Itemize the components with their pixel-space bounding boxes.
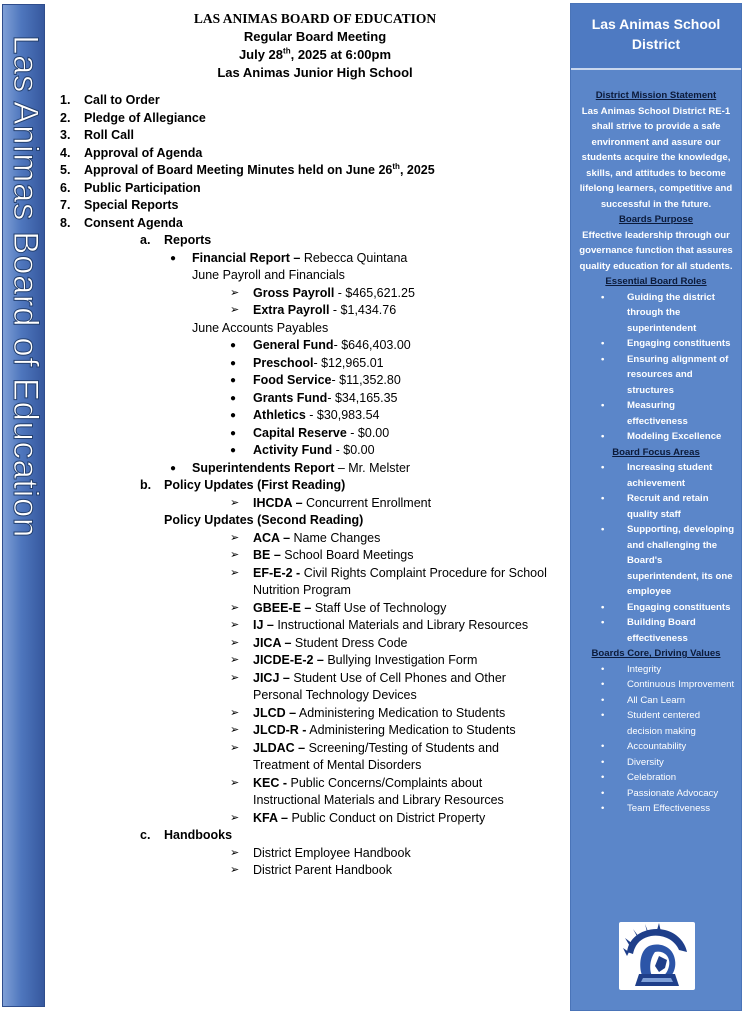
list-item: • Engaging constituents (597, 600, 735, 616)
list-item: • Ensuring alignment of resources and structures (597, 352, 735, 399)
values-heading: Boards Core, Driving Values (591, 648, 721, 659)
roles-list (597, 290, 735, 445)
banner-title: Las Animas Board of Education (6, 35, 45, 538)
policy-item: ➢ JICA – Student Dress Code (230, 635, 408, 650)
policy-item: ➢ KEC - Public Concerns/Complaints about Instructional Materials and Library Resources (230, 775, 504, 807)
list-item: • Passionate Advocacy (597, 786, 735, 802)
sidebar-title: Las Animas School District (571, 4, 741, 70)
list-item: • Guiding the district through the superintendent (597, 290, 735, 337)
policy-item: ➢ GBEE-E – Staff Use of Technology (230, 600, 447, 615)
agenda-item: 7. Special Reports (60, 198, 179, 212)
handbook-item: ➢ District Employee Handbook (230, 845, 411, 860)
sidebar-body (571, 70, 741, 817)
handbook-item: ➢ District Parent Handbook (230, 863, 392, 877)
focus-heading: Board Focus Areas (612, 446, 700, 458)
agenda-item: 8. Consent Agenda (60, 215, 183, 230)
list-item: • Student centered decision making (597, 708, 735, 739)
left-banner (2, 4, 45, 1007)
purpose-heading: Boards Purpose (618, 214, 694, 225)
list-item: • Modeling Excellence (597, 429, 735, 445)
agenda-item: 6. Public Participation (60, 180, 201, 195)
agenda-item: 5. Approval of Board Meeting Minutes held on June 26th, 2025 (60, 161, 435, 177)
purpose-text: Effective leadership through our governance function that assures quality education for all students. (579, 229, 733, 272)
mascot-logo (619, 922, 695, 990)
policy-item: ➢ IJ – Instructional Materials and Library Resources (230, 618, 529, 632)
list-item: • Accountability (597, 739, 735, 755)
focus-list (597, 460, 735, 646)
policy-item: ➢ JLCD – Administering Medication to Students (230, 705, 506, 720)
consent-reports-heading: a. Reports (140, 233, 212, 247)
agenda-item: 1. Call to Order (60, 93, 160, 107)
policy-first-heading: b. Policy Updates (First Reading) (140, 478, 346, 492)
meeting-location: Las Animas Junior High School (217, 65, 413, 80)
policy-item: ➢ JLCD-R - Administering Medication to Students (230, 723, 516, 737)
list-item: • Continuous Improvement (597, 677, 735, 693)
policy-second-heading: Policy Updates (Second Reading) (164, 513, 364, 527)
list-item: • Measuring effectiveness (597, 398, 735, 429)
policy-item: ➢ JICDE-E-2 – Bullying Investigation Form (230, 653, 478, 667)
meeting-date: July 28th, 2025 at 6:00pm (238, 46, 392, 62)
agenda-item: 4. Approval of Agenda (60, 145, 203, 160)
list-item: • Increasing student achievement (597, 460, 735, 491)
policy-item: ➢ ACA – Name Changes (230, 530, 381, 545)
fund-item: ● Grants Fund- $34,165.35 (230, 390, 398, 405)
agenda-list (60, 92, 560, 880)
document-header (120, 10, 510, 82)
agenda-item: 3. Roll Call (60, 128, 135, 142)
mission-text: Las Animas School District RE-1 shall strive to provide a safe environment and assure our students acquire the knowledge, skills, and attitudes to become lifelong learners, competitive and successful in the future. (579, 105, 733, 210)
meeting-type: Regular Board Meeting (243, 29, 387, 44)
list-item: • Recruit and retain quality staff (597, 491, 735, 522)
handbooks-heading: c. Handbooks (140, 828, 233, 842)
fund-item: ● General Fund- $646,403.00 (230, 338, 411, 352)
list-item: • Team Effectiveness (597, 801, 735, 817)
policy-item: ➢ KFA – Public Conduct on District Property (230, 810, 486, 825)
fund-item: ● Activity Fund - $0.00 (230, 443, 375, 457)
june-ap-label: June Accounts Payables (192, 320, 329, 335)
fund-item: ● Athletics - $30,983.54 (230, 408, 380, 422)
payroll-item: ➢ Gross Payroll - $465,621.25 (230, 285, 415, 300)
payroll-item: ➢ Extra Payroll - $1,434.76 (230, 303, 397, 317)
mission-heading: District Mission Statement (595, 90, 717, 101)
policy-item: ➢ JICJ – Student Use of Cell Phones and Other Personal Technology Devices (230, 670, 506, 702)
mascot-icon (619, 922, 695, 990)
policy-item: ➢ EF-E-2 - Civil Rights Complaint Procedure for School Nutrition Program (230, 565, 547, 597)
june-payroll-label: June Payroll and Financials (192, 268, 345, 282)
superintendent-report: ● Superintendents Report – Mr. Melster (170, 460, 411, 475)
fund-item: ● Preschool- $12,965.01 (230, 355, 384, 370)
list-item: • Supporting, developing and challenging the Board's superintendent, its one employee (597, 522, 735, 600)
list-item: • Integrity (597, 662, 735, 678)
list-item: • Celebration (597, 770, 735, 786)
policy-item: ➢ IHCDA – Concurrent Enrollment (230, 495, 432, 510)
fund-item: ● Food Service- $11,352.80 (230, 373, 401, 387)
agenda-item: 2. Pledge of Allegiance (60, 110, 206, 125)
district-sidebar (570, 3, 742, 1011)
roles-heading: Essential Board Roles (605, 276, 707, 287)
org-title: LAS ANIMAS BOARD OF EDUCATION (193, 11, 437, 26)
policy-item: ➢ BE – School Board Meetings (230, 548, 414, 562)
fund-item: ● Capital Reserve - $0.00 (230, 425, 390, 440)
financial-report: ● Financial Report – Rebecca Quintana (170, 250, 408, 265)
values-list (597, 662, 735, 817)
list-item: • Diversity (597, 755, 735, 771)
list-item: • All Can Learn (597, 693, 735, 709)
list-item: • Building Board effectiveness (597, 615, 735, 646)
policy-item: ➢ JLDAC – Screening/Testing of Students and Treatment of Mental Disorders (230, 740, 499, 772)
list-item: • Engaging constituents (597, 336, 735, 352)
